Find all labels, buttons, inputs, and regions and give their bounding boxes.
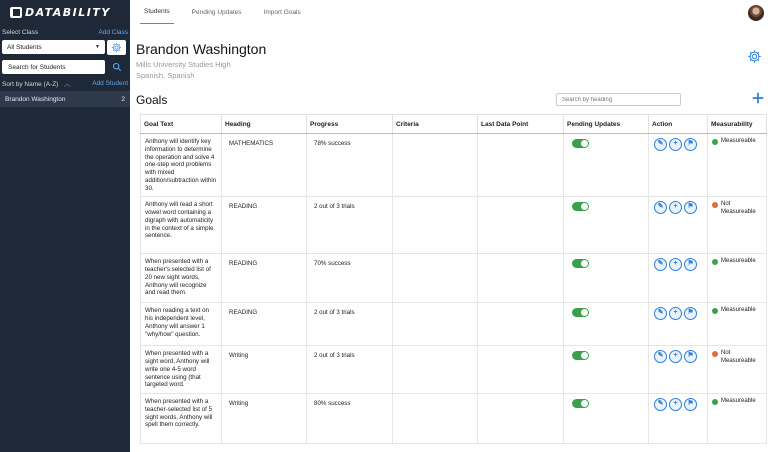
goal-text: Anthony will identify key information to determine the operation and solve 4 one-step word problems with mixed addition/subtraction within 30. (145, 138, 217, 192)
table-header-row (141, 115, 767, 134)
flag-icon[interactable]: ⚑ (684, 138, 697, 151)
pending-updates-cell (564, 394, 649, 444)
goal-text-cell (141, 134, 222, 197)
goal-heading: MATHEMATICS (229, 140, 274, 147)
action-cell (649, 134, 708, 197)
column-header: Goal Text (141, 115, 222, 134)
action-cell (649, 303, 708, 346)
search-students-button[interactable] (107, 60, 126, 74)
progress-cell (307, 197, 393, 254)
edit-data-icon[interactable]: ✎ (654, 350, 667, 363)
flag-icon[interactable]: ⚑ (684, 201, 697, 214)
action-cell (649, 346, 708, 394)
pending-updates-cell (564, 134, 649, 197)
tab-students[interactable]: Students (140, 0, 174, 24)
sort-label: Sort by Name (A-Z) (2, 81, 59, 88)
heading-cell (222, 254, 307, 303)
gear-icon (111, 42, 122, 53)
column-header: Criteria (393, 115, 478, 134)
action-cell (649, 254, 708, 303)
action-cell (649, 197, 708, 254)
goal-progress: 78% success (314, 140, 351, 147)
edit-data-icon[interactable]: ✎ (654, 307, 667, 320)
class-settings-button[interactable] (107, 40, 126, 55)
add-data-icon[interactable]: + (669, 307, 682, 320)
gear-icon[interactable] (747, 49, 762, 64)
goal-text-cell (141, 394, 222, 444)
table-row (141, 303, 767, 346)
table-row (141, 197, 767, 254)
last-data-point-cell (478, 394, 564, 444)
sidebar (0, 0, 130, 452)
heading-cell (222, 134, 307, 197)
edit-data-icon[interactable]: ✎ (654, 201, 667, 214)
measurability-cell (708, 197, 767, 254)
pending-updates-toggle[interactable] (572, 399, 589, 408)
goal-text: Anthony will read a short vowel word containing a digraph with automaticity in the context of a simple sentence. (145, 201, 214, 240)
add-data-icon[interactable]: + (669, 398, 682, 411)
measurability-dot (712, 259, 718, 265)
column-header: Progress (307, 115, 393, 134)
measurability-label: Measureable (721, 307, 756, 314)
table-row (141, 254, 767, 303)
goal-progress: 2 out of 3 trials (314, 203, 355, 211)
column-header: Heading (222, 115, 307, 134)
column-header: Last Data Point (478, 115, 564, 134)
measurability-dot (712, 351, 718, 357)
select-class-label: Select Class (2, 29, 39, 36)
goal-text: When presented with a teacher-selected list of 5 sight words, Anthony will spell them correctly. (145, 398, 213, 429)
progress-cell (307, 303, 393, 346)
plus-icon[interactable] (751, 91, 765, 105)
measurability-label: Measureable (721, 398, 756, 404)
measurability-cell (708, 394, 767, 444)
add-data-icon[interactable]: + (669, 201, 682, 214)
column-header: Measurability (708, 115, 767, 134)
pending-updates-toggle[interactable] (572, 139, 589, 148)
last-data-point-cell (478, 197, 564, 254)
pending-updates-cell (564, 254, 649, 303)
logo-icon (10, 7, 22, 18)
class-select-value: All Students (7, 43, 42, 51)
select-class-row (2, 29, 128, 36)
top-nav (140, 0, 305, 24)
measurability-cell (708, 346, 767, 394)
logo: DATABILITY (10, 6, 111, 18)
progress-cell (307, 134, 393, 197)
goal-text-cell (141, 303, 222, 346)
pending-updates-toggle[interactable] (572, 202, 589, 211)
flag-icon[interactable]: ⚑ (684, 258, 697, 271)
pending-updates-cell (564, 197, 649, 254)
criteria-cell (393, 346, 478, 394)
goal-heading: READING (229, 203, 258, 211)
student-name: Brandon Washington (5, 95, 66, 103)
goal-text: When presented with a sight word, Anthony will write one 4-5 word sentence using (that targeted word. (145, 350, 210, 389)
measurability-label: Measureable (721, 258, 756, 265)
last-data-point-cell (478, 134, 564, 197)
caret-down-icon: ▼ (95, 44, 100, 50)
student-school: Mills University Studies High (136, 60, 231, 69)
add-class-link[interactable]: Add Class (98, 29, 128, 36)
measurability-label: Not Measureable (721, 201, 756, 215)
add-student-link[interactable]: Add Student (92, 80, 128, 87)
pending-updates-cell (564, 346, 649, 394)
heading-search-input[interactable] (556, 93, 681, 106)
flag-icon[interactable]: ⚑ (684, 350, 697, 363)
goal-progress: 70% success (314, 260, 351, 268)
search-icon (112, 62, 122, 72)
goal-progress: 2 out of 3 trials (314, 352, 355, 360)
goal-progress: 80% success (314, 400, 351, 407)
class-select[interactable] (2, 40, 105, 54)
add-data-icon[interactable]: + (669, 258, 682, 271)
goal-heading: Writing (229, 400, 249, 407)
progress-cell (307, 254, 393, 303)
column-header: Action (649, 115, 708, 134)
goal-heading: Writing (229, 352, 249, 360)
column-header: Pending Updates (564, 115, 649, 134)
edit-data-icon[interactable]: ✎ (654, 138, 667, 151)
measurability-cell (708, 254, 767, 303)
criteria-cell (393, 134, 478, 197)
criteria-cell (393, 254, 478, 303)
chevron-up-icon: ︿ (64, 81, 71, 88)
sort-toggle[interactable] (2, 79, 71, 88)
pending-updates-toggle[interactable] (572, 351, 589, 360)
criteria-cell (393, 197, 478, 254)
measurability-dot (712, 202, 718, 208)
avatar[interactable] (748, 5, 764, 21)
edit-data-icon[interactable]: ✎ (654, 258, 667, 271)
goal-text: When presented with a teacher's selected list of 20 new sight words, Anthony will recognize and read them. (145, 258, 211, 297)
pending-updates-cell (564, 303, 649, 346)
last-data-point-cell (478, 303, 564, 346)
goal-heading: READING (229, 309, 258, 317)
search-students-input[interactable] (2, 60, 105, 74)
measurability-dot (712, 308, 718, 314)
goal-text-cell (141, 346, 222, 394)
heading-cell (222, 346, 307, 394)
heading-cell (222, 303, 307, 346)
measurability-cell (708, 303, 767, 346)
progress-cell (307, 394, 393, 444)
add-data-icon[interactable]: + (669, 350, 682, 363)
progress-cell (307, 346, 393, 394)
goal-progress: 2 out of 3 trials (314, 309, 355, 317)
goal-heading: READING (229, 260, 258, 268)
edit-data-icon[interactable]: ✎ (654, 398, 667, 411)
action-cell (649, 394, 708, 444)
add-data-icon[interactable]: + (669, 138, 682, 151)
pending-updates-toggle[interactable] (572, 308, 589, 317)
goals-table (140, 114, 767, 444)
last-data-point-cell (478, 346, 564, 394)
student-languages: Spanish, Spanish (136, 71, 195, 80)
measurability-cell (708, 134, 767, 197)
goal-text: When reading a text on his independent level, Anthony will answer 1 "why/how" question. (145, 307, 209, 338)
pending-updates-toggle[interactable] (572, 259, 589, 268)
tab-pending-updates[interactable]: Pending Updates (191, 8, 242, 16)
last-data-point-cell (478, 254, 564, 303)
table-row (141, 394, 767, 444)
heading-cell (222, 197, 307, 254)
criteria-cell (393, 303, 478, 346)
table-row (141, 346, 767, 394)
measurability-dot (712, 399, 718, 405)
flag-icon[interactable]: ⚑ (684, 398, 697, 411)
measurability-label: Not Measureable (721, 350, 756, 364)
goal-text-cell (141, 197, 222, 254)
page-title: Brandon Washington (136, 41, 267, 57)
measurability-dot (712, 139, 718, 145)
sort-row (2, 79, 128, 88)
goal-text-cell (141, 254, 222, 303)
flag-icon[interactable]: ⚑ (684, 307, 697, 320)
tab-import-goals[interactable]: Import Goals (263, 8, 301, 16)
heading-cell (222, 394, 307, 444)
measurability-label: Measureable (721, 138, 756, 144)
table-row (141, 134, 767, 197)
student-count: 2 (121, 95, 125, 103)
goals-title: Goals (136, 93, 168, 107)
student-list-item[interactable] (0, 91, 130, 107)
criteria-cell (393, 394, 478, 444)
